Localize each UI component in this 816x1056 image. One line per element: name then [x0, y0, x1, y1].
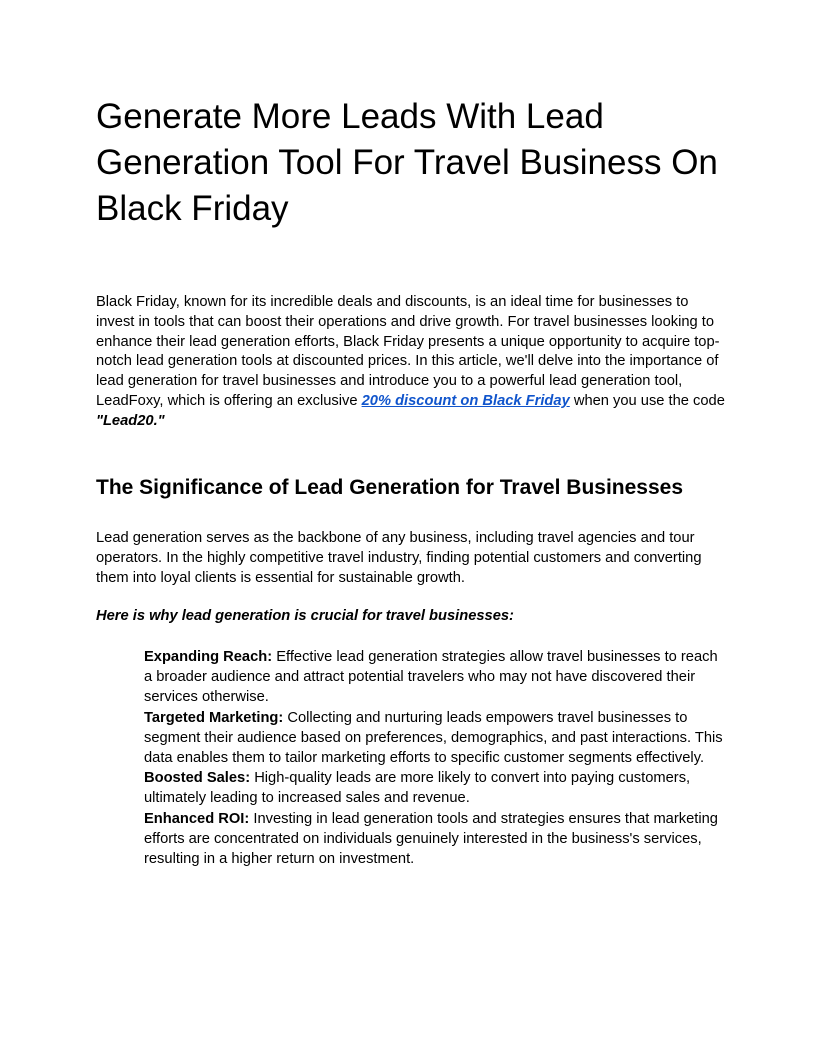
item-text: High-quality leads are more likely to convert into paying customers, ultimately leading to increased sales and revenue. — [144, 770, 691, 807]
page-title: Generate More Leads With Lead Generation Tool For Travel Business On Black Friday — [96, 97, 718, 228]
reasons-list — [144, 647, 724, 869]
item-label: Enhanced ROI: — [144, 810, 250, 827]
item-text: Collecting and nurturing leads empowers travel businesses to segment their audience based on preferences, demographics, and past interactions. This data enables them to tailor marketing efforts to specific customer segments effectively. — [144, 709, 723, 767]
item-label: Boosted Sales: — [144, 770, 251, 787]
why-heading: Here is why lead generation is crucial for travel businesses: — [96, 608, 514, 624]
section-heading: The Significance of Lead Generation for Travel Businesses — [96, 476, 684, 499]
list-item — [144, 708, 724, 769]
intro-text: Black Friday, known for its incredible deals and discounts, is an ideal time for businesses to invest in tools that can boost their operations and drive growth. For travel businesses looking to enhance their lead generation efforts, Black Friday presents a unique opportunity to acquire top-notch lead generation tools at discounted prices. In this article, we'll delve into the importance of lead generation for travel businesses and introduce you to a powerful lead generation tool, LeadFoxy, which is offering an exclusive — [96, 294, 720, 409]
section-paragraph: Lead generation serves as the backbone of any business, including travel agencies and tour operators. In the highly competitive travel industry, finding potential customers and converting them into loyal clients is essential for sustainable growth. — [96, 530, 702, 586]
intro-text-middle: when you use the code — [569, 392, 725, 409]
list-item — [144, 647, 724, 708]
item-text: Investing in lead generation tools and strategies ensures that marketing efforts are concentrated on individuals genuinely interested in the business's services, resulting in a higher return on investment. — [144, 810, 718, 868]
intro-paragraph — [96, 293, 726, 432]
promo-code: "Lead20." — [96, 412, 165, 429]
item-text: Effective lead generation strategies allow travel businesses to reach a broader audience and attract potential travelers who may not have discovered their services otherwise. — [144, 649, 718, 706]
item-label: Expanding Reach: — [144, 649, 273, 665]
list-item — [144, 768, 724, 808]
list-item — [144, 809, 724, 870]
item-label: Targeted Marketing: — [144, 709, 284, 726]
discount-link[interactable]: 20% discount on Black Friday — [361, 392, 570, 409]
